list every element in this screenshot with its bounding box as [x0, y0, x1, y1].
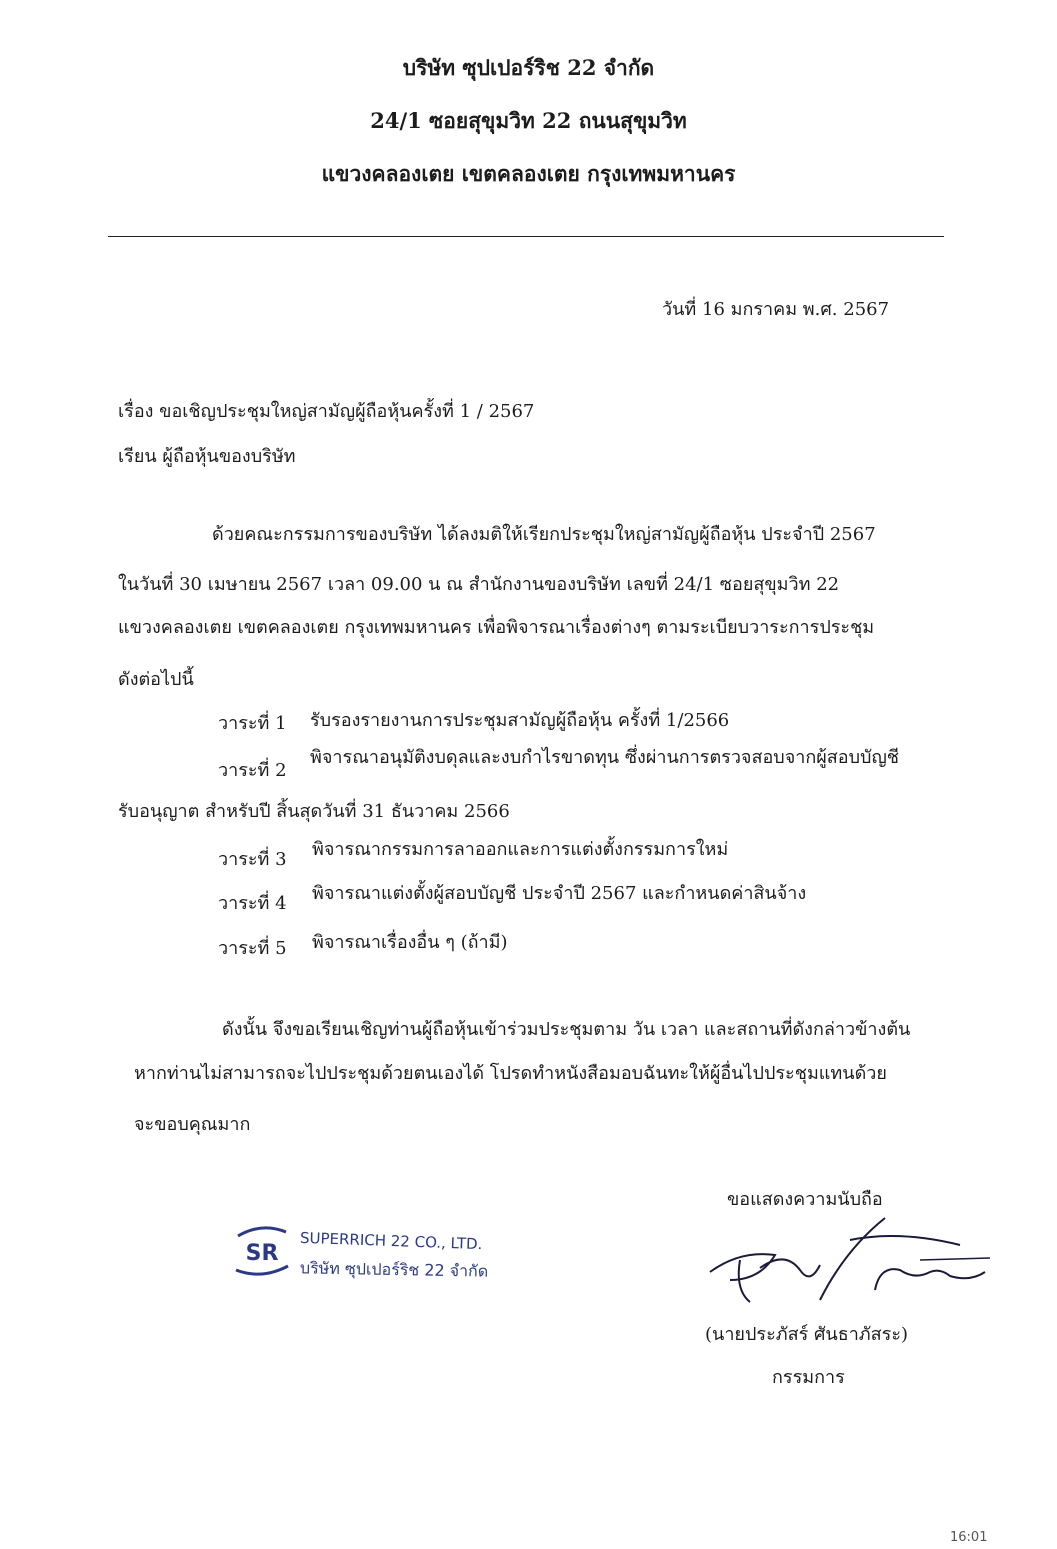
- stamp-name-en: SUPERRICH 22 CO., LTD.: [299, 1228, 483, 1254]
- agenda-label-4: วาระที่ 4: [218, 893, 287, 914]
- closing-line-1: ดังนั้น จึงขอเรียนเชิญท่านผู้ถือหุ้นเข้าร่วมประชุมตาม วัน เวลา และสถานที่ดังกล่าวข้างต้น: [222, 1019, 911, 1040]
- closing-line-2: หากท่านไม่สามารถจะไปประชุมด้วยตนเองได้ โปรดทำหนังสือมอบฉันทะให้ผู้อื่นไปประชุมแทนด้วย: [134, 1063, 887, 1084]
- company-name: บริษัท ซุปเปอร์ริช 22 จำกัด: [402, 55, 655, 80]
- letter-date: วันที่ 16 มกราคม พ.ศ. 2567: [662, 299, 890, 320]
- signer-name: (นายประภัสร์ ศันธาภัสระ): [705, 1324, 909, 1345]
- handwritten-signature: [700, 1210, 1000, 1320]
- page-marker: 16:01: [950, 1530, 988, 1545]
- agenda-text-4: พิจารณาแต่งตั้งผู้สอบบัญชี ประจำปี 2567 และกำหนดค่าสินจ้าง: [312, 883, 807, 904]
- agenda-text-2-continuation: รับอนุญาต สำหรับปี สิ้นสุดวันที่ 31 ธันวาคม 2566: [118, 801, 510, 822]
- closing-line-3: จะขอบคุณมาก: [134, 1114, 251, 1135]
- intro-line-2: ในวันที่ 30 เมษายน 2567 เวลา 09.00 น ณ สำนักงานของบริษัท เลขที่ 24/1 ซอยสุขุมวิท 22: [118, 574, 840, 595]
- agenda-label-1: วาระที่ 1: [218, 713, 287, 734]
- intro-line-3: แขวงคลองเตย เขตคลองเตย กรุงเทพมหานคร เพื่อพิจารณาเรื่องต่างๆ ตามระเบียบวาระการประชุม: [118, 617, 875, 638]
- regards-line: ขอแสดงความนับถือ: [727, 1189, 883, 1210]
- intro-line-1: ด้วยคณะกรรมการของบริษัท ได้ลงมติให้เรียกประชุมใหญ่สามัญผู้ถือหุ้น ประจำปี 2567: [212, 524, 876, 545]
- subject-line: เรื่อง ขอเชิญประชุมใหญ่สามัญผู้ถือหุ้นครั้งที่ 1 / 2567: [118, 401, 535, 422]
- agenda-label-5: วาระที่ 5: [218, 938, 287, 959]
- header-divider: [108, 236, 944, 237]
- agenda-text-2: พิจารณาอนุมัติงบดุลและงบกำไรขาดทุน ซึ่งผ่านการตรวจสอบจากผู้สอบบัญชี: [310, 747, 900, 768]
- stamp-logo-text: SR: [245, 1241, 279, 1266]
- company-address-line1: 24/1 ซอยสุขุมวิท 22 ถนนสุขุมวิท: [370, 108, 687, 133]
- agenda-text-1: รับรองรายงานการประชุมสามัญผู้ถือหุ้น ครั้งที่ 1/2566: [310, 710, 730, 731]
- stamp-name-th: บริษัท ซุปเปอร์ริช 22 จำกัด: [299, 1258, 489, 1281]
- signer-title: กรรมการ: [772, 1367, 845, 1388]
- company-address-line2: แขวงคลองเตย เขตคลองเตย กรุงเทพมหานคร: [321, 161, 736, 186]
- agenda-label-3: วาระที่ 3: [218, 849, 287, 870]
- agenda-label-2: วาระที่ 2: [218, 760, 287, 781]
- intro-line-4: ดังต่อไปนี้: [118, 669, 194, 690]
- company-stamp-logo: [232, 1222, 292, 1280]
- agenda-text-5: พิจารณาเรื่องอื่น ๆ (ถ้ามี): [312, 932, 508, 953]
- salutation-line: เรียน ผู้ถือหุ้นของบริษัท: [118, 446, 296, 467]
- agenda-text-3: พิจารณากรรมการลาออกและการแต่งตั้งกรรมการใหม่: [312, 839, 729, 860]
